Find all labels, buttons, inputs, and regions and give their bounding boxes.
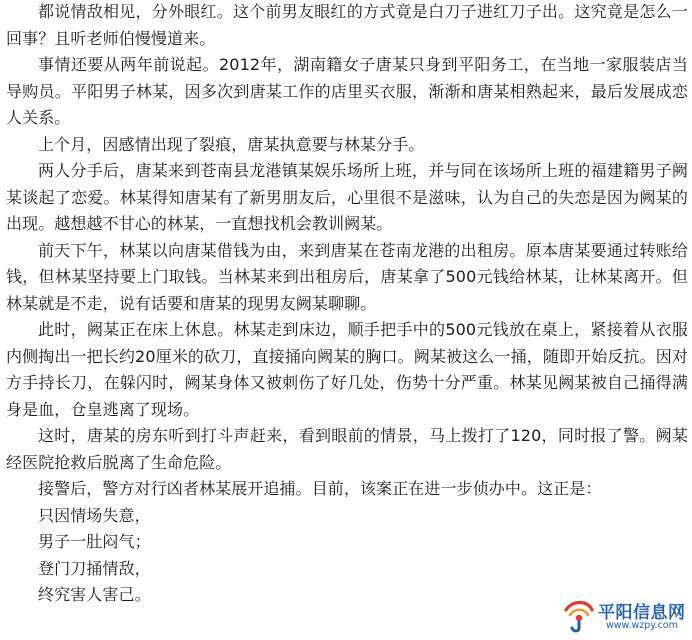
- site-name: 平阳信息网: [598, 603, 686, 623]
- poem-line: 只因情场失意，: [38, 505, 151, 525]
- paragraph: 此时，阙某正在床上休息。林某走到床边，顺手把手中的500元钱放在桌上，紧接着从衣服内侧掏出一把长约20厘米的砍刀，直接捅向阙某的胸口。阙某被这么一捅，随即开始反抗。因对方手持长刀，在躲闪时，阙某身体又被刺伤了好几处，伤势十分严重。林某见阙某被自己捅得满身是血，仓皇逃离了现场。: [6, 320, 688, 419]
- poem-line: 登门刀捅情敌，: [38, 558, 151, 578]
- pingyang-logo-icon: [562, 598, 596, 634]
- paragraph: 前天下午，林某以向唐某借钱为由，来到唐某在苍南龙港的出租房。原本唐某要通过转账给钱，但林某坚持要上门取钱。当林某来到出租房后，唐某拿了500元钱给林某，让林某离开。但林某就是不走，说有话要和唐某的现男友阙某聊聊。: [6, 240, 688, 313]
- site-watermark: [562, 596, 688, 636]
- poem-line: 终究害人害己。: [38, 585, 151, 604]
- poem-line: 男子一肚闷气；: [38, 532, 151, 551]
- paragraph: 事情还要从两年前说起。2012年，湖南籍女子唐某只身到平阳务工，在当地一家服装店当导购员。平阳男子林某，因多次到唐某工作的店里买衣服，渐渐和唐某相熟起来，最后发展成恋人关系。: [6, 55, 688, 127]
- paragraph: 这时，唐某的房东听到打斗声赶来，看到眼前的情景，马上拨打了120，同时报了警。阙某经医院抢救后脱离了生命危险。: [6, 426, 688, 472]
- paragraph: 两人分手后，唐某来到苍南县龙港镇某娱乐场所上班，并与同在该场所上班的福建籍男子阙某谈起了恋爱。林某得知唐某有了新男朋友后，心里很不是滋味，认为自己的失恋是因为阙某的出现。越想越不甘心的林某，一直想找机会教训阙某。: [6, 161, 688, 233]
- site-url: www.wzpy.com: [606, 620, 678, 631]
- paragraph: 都说情敌相见，分外眼红。这个前男友眼红的方式竟是白刀子进红刀子出。这究竟是怎么一回事？且听老师伯慢慢道来。: [6, 2, 688, 48]
- article-body: [6, 0, 688, 609]
- paragraph: 接警后，警方对行凶者林某展开追捕。目前，该案正在进一步侦办中。这正是：: [38, 479, 602, 498]
- paragraph: 上个月，因感情出现了裂痕，唐某执意要与林某分手。: [38, 134, 425, 154]
